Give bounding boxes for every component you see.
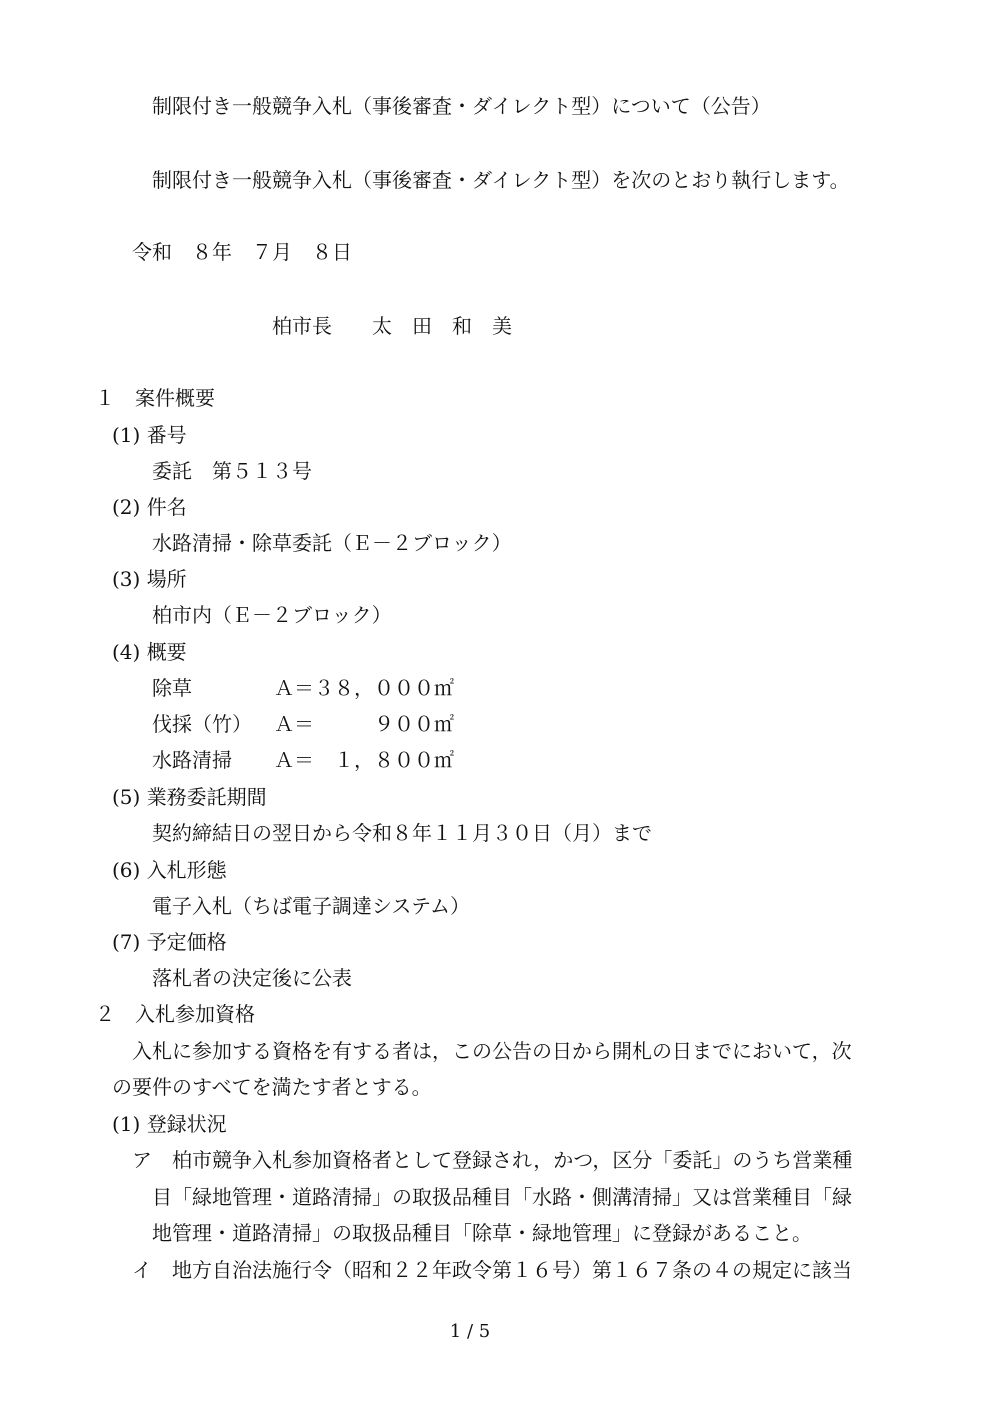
page-number: 1 / 5: [449, 1321, 491, 1342]
item-3-value: 柏市内（Ｅ－２ブロック）: [152, 603, 392, 627]
section-2-intro-line-2: の要件のすべてを満たす者とする。: [112, 1075, 432, 1099]
qualification-item-1-label: (1) 登録状況: [112, 1112, 227, 1136]
item-6-value: 電子入札（ちば電子調達システム）: [152, 894, 470, 918]
summary-value: Ａ＝３８，０００㎡: [274, 676, 454, 700]
item-2-value: 水路清掃・除草委託（Ｅ－２ブロック）: [152, 531, 512, 555]
notice-date: 令和 ８年 ７月 ８日: [132, 240, 352, 264]
document-title: 制限付き一般競争入札（事後審査・ダイレクト型）について（公告）: [152, 94, 771, 118]
intro-text: 制限付き一般競争入札（事後審査・ダイレクト型）を次のとおり執行します。: [152, 168, 850, 192]
section-1-heading: １ 案件概要: [95, 386, 215, 410]
section-2-intro-line-1: 入札に参加する資格を有する者は，この公告の日から開札の日までにおいて，次: [132, 1039, 852, 1063]
summary-name: 除草: [152, 676, 192, 700]
summary-name: 水路清掃: [152, 748, 232, 772]
section-2-heading: ２ 入札参加資格: [95, 1002, 255, 1026]
item-1-label: (1) 番号: [112, 423, 187, 447]
item-6-label: (6) 入札形態: [112, 858, 227, 882]
item-4-label: (4) 概要: [112, 640, 187, 664]
summary-name: 伐採（竹）: [152, 712, 252, 736]
item-7-value: 落札者の決定後に公表: [152, 966, 352, 990]
issuer-name: 柏市長 太 田 和 美: [272, 314, 512, 338]
item-5-value: 契約締結日の翌日から令和８年１１月３０日（月）まで: [152, 821, 652, 845]
item-2-label: (2) 件名: [112, 495, 187, 519]
item-3-label: (3) 場所: [112, 567, 187, 591]
item-7-label: (7) 予定価格: [112, 930, 227, 954]
qualification-a-line-1: ア 柏市競争入札参加資格者として登録され，かつ，区分「委託」のうち営業種: [132, 1148, 853, 1172]
qualification-i-line-1: イ 地方自治法施行令（昭和２２年政令第１６号）第１６７条の４の規定に該当: [132, 1258, 852, 1282]
item-1-value: 委託 第５１３号: [152, 459, 312, 483]
item-5-label: (5) 業務委託期間: [112, 785, 267, 809]
summary-value: Ａ＝ ９００㎡: [274, 712, 454, 736]
summary-value: Ａ＝ １，８００㎡: [274, 748, 454, 772]
qualification-a-line-2: 目「緑地管理・道路清掃」の取扱品種目「水路・側溝清掃」又は営業種目「緑: [152, 1185, 852, 1209]
qualification-a-line-3: 地管理・道路清掃」の取扱品種目「除草・緑地管理」に登録があること。: [152, 1221, 812, 1245]
